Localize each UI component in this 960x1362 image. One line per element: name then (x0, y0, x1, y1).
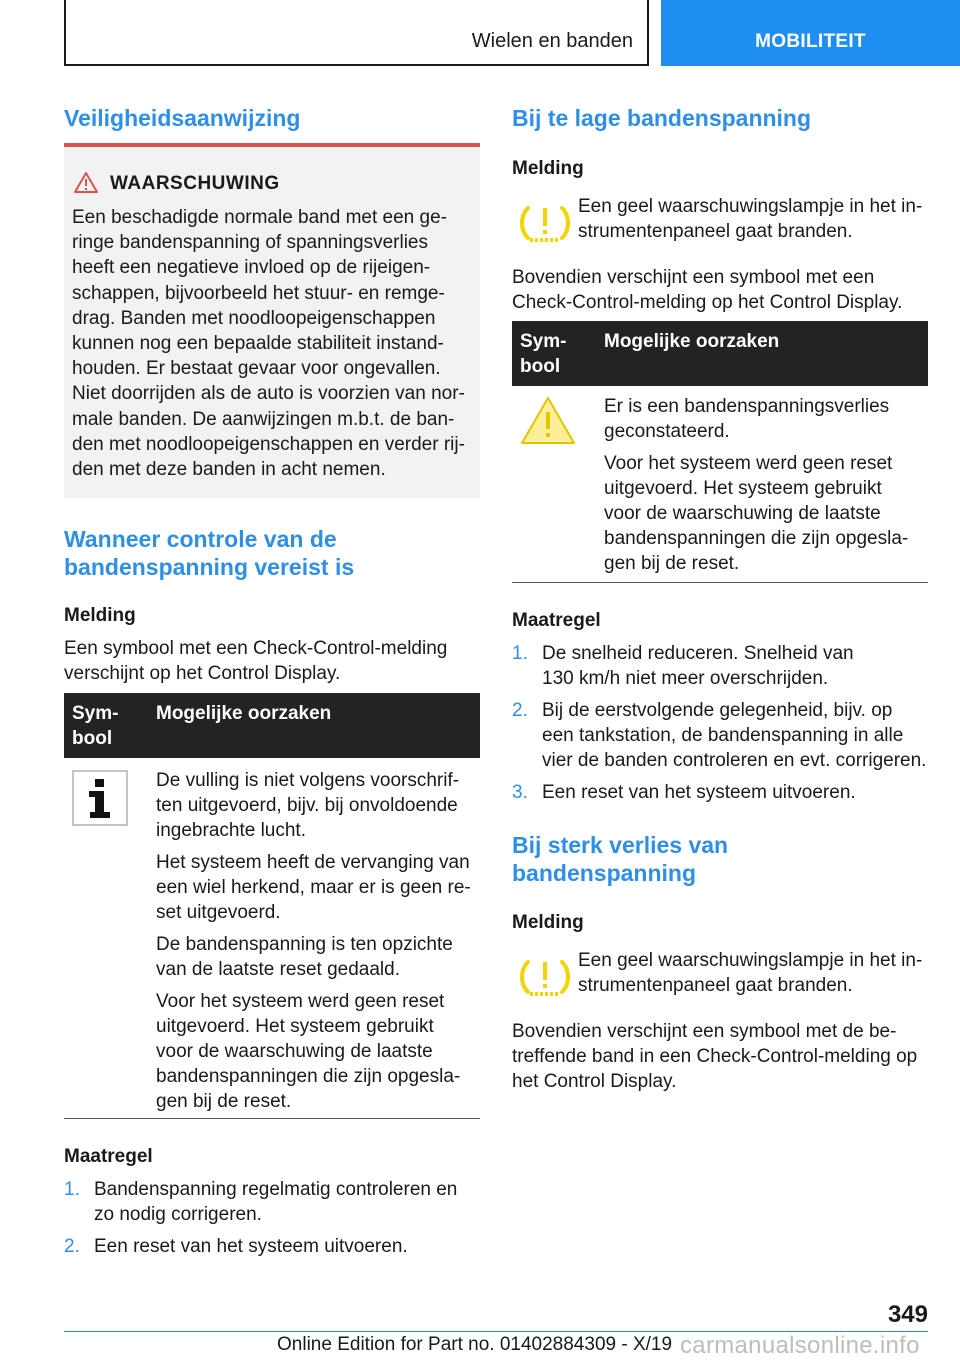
text-line: geconstateerd. (604, 421, 730, 442)
warning-box (64, 143, 480, 498)
cause-text (156, 989, 476, 1114)
text-line: ten uitgevoerd, bijv. bij onvoldoende (156, 795, 458, 816)
warning-line: Een beschadigde normale band met een ge- (72, 207, 447, 228)
header-section-title: Wielen en banden (471, 30, 633, 52)
cause-text (156, 932, 476, 982)
step-number: 3. (512, 782, 528, 803)
subheading-melding: Melding (64, 605, 136, 626)
text-line: 130 km/h niet meer overschrijden. (542, 668, 829, 689)
text-line: Bovendien verschijnt een symbool met de be- (512, 1021, 897, 1042)
text-line: Voor het systeem werd geen reset (604, 453, 893, 474)
warning-line: drag. Banden met noodloopeigenschappen (72, 307, 436, 329)
text-line: Een geel waarschuwingslampje in het in- (578, 950, 923, 971)
text-line: Bij de eerstvolgende gelegenheid, bijv. op (542, 700, 893, 721)
text-line: voor de waarschuwing de laatste (604, 503, 881, 524)
watermark: carmanualsonline.info (680, 1332, 920, 1359)
text-line: Het systeem heeft de vervanging van (156, 852, 470, 873)
text-line: van de laatste reset gedaald. (156, 959, 401, 980)
step-text (94, 1177, 484, 1227)
text-line: De vulling is niet volgens voorschrif- (156, 770, 460, 791)
header-text: bool (72, 728, 113, 749)
warning-line: Niet doorrijden als de auto is voorzien van nor- (72, 383, 465, 405)
warning-line: kunnen nog een bepaalde stabiliteit instand- (72, 333, 444, 355)
warning-line: schappen, bijvoorbeeld het stuur- en remge- (72, 282, 445, 304)
text-line: set uitgevoerd. (156, 902, 281, 923)
warning-title: WAARSCHUWING (110, 173, 280, 194)
text-line: Een symbool met een Check-Control-melding (64, 638, 448, 659)
header-section-box (64, 0, 649, 66)
warning-text (72, 205, 472, 482)
table-header-causes: Mogelijke oorzaken (604, 331, 780, 352)
lamp-text (578, 948, 922, 998)
cause-text (156, 850, 476, 925)
heading-severe-line2: bandenspanning (512, 860, 696, 886)
step-text (542, 780, 932, 805)
page-number: 349 (887, 1301, 928, 1328)
step-number: 2. (512, 700, 528, 721)
text-line: treffende band in een Check-Control-melding op (512, 1046, 918, 1067)
warning-line: den met noodloopeigenschappen en verder rij- (72, 433, 465, 455)
step-number: 1. (512, 643, 528, 664)
step-number: 1. (64, 1179, 80, 1200)
heading-check-line2: bandenspanning vereist is (64, 554, 355, 580)
yellow-warning-triangle-icon (520, 396, 576, 446)
text-line: voor de waarschuwing de laatste (156, 1041, 433, 1062)
text-line: uitgevoerd. Het systeem gebruikt (156, 1016, 434, 1037)
table-header (512, 321, 928, 386)
warning-line: den met deze banden in acht nemen. (72, 459, 386, 481)
subheading-melding: Melding (512, 912, 584, 933)
table-header-symbol (520, 329, 590, 379)
tire-pressure-lamp-icon (516, 200, 574, 246)
warning-line: houden. Er bestaat gevaar voor ongevallen. (72, 358, 441, 380)
warning-triangle-icon (74, 171, 98, 195)
step-text (542, 698, 932, 773)
warning-line: heeft een negatieve invloed op de rijeigen- (72, 257, 431, 279)
text-line: strumentenpaneel gaat branden. (578, 221, 853, 242)
text-line: Een geel waarschuwingslampje in het in- (578, 196, 923, 217)
also-text (512, 265, 902, 315)
lamp-text (578, 194, 922, 244)
text-line: uitgevoerd. Het systeem gebruikt (604, 478, 882, 499)
text-line: Bovendien verschijnt een symbool met een (512, 267, 875, 288)
table-row (512, 386, 928, 583)
table-header-causes: Mogelijke oorzaken (156, 703, 332, 724)
text-line: Voor het systeem werd geen reset (156, 991, 445, 1012)
text-line: ingebrachte lucht. (156, 820, 306, 841)
step-number: 2. (64, 1236, 80, 1257)
text-line: een tankstation, de bandenspanning in alle (542, 725, 904, 746)
info-icon (72, 770, 128, 826)
tire-pressure-lamp-icon (516, 954, 574, 1000)
text-line: bandenspanningen die zijn opgesla- (604, 528, 909, 549)
cause-text (604, 451, 924, 576)
header-chapter-tab[interactable] (661, 0, 960, 66)
heading-check-line1: Wanneer controle van de (64, 526, 337, 552)
text-line: De bandenspanning is ten opzichte (156, 934, 453, 955)
text-line: verschijnt op het Control Display. (64, 663, 341, 684)
footer-edition: Online Edition for Part no. 01402884309 - X/19 (277, 1334, 673, 1355)
text-line: zo nodig corrigeren. (94, 1204, 262, 1225)
causes-table-right (512, 321, 928, 583)
header-chapter-title: MOBILITEIT (755, 31, 866, 52)
header-text: bool (520, 356, 561, 377)
text-line: bandenspanningen die zijn opgesla- (156, 1066, 461, 1087)
step-text (94, 1234, 484, 1259)
warning-line: male banden. De aanwijzingen m.b.t. de ban- (72, 408, 455, 430)
heading-severe-line1: Bij sterk verlies van (512, 832, 729, 858)
subheading-melding: Melding (512, 158, 584, 179)
text-line: vier de banden controleren en evt. corrigeren. (542, 750, 927, 771)
cause-text (604, 394, 924, 444)
melding-text (64, 636, 447, 686)
warning-line: ringe bandenspanning of spanningsverlies (72, 232, 428, 254)
header-text: Sym- (72, 703, 119, 724)
header-text: Sym- (520, 331, 567, 352)
subheading-maatregel: Maatregel (512, 610, 601, 631)
heading-safety: Veiligheidsaanwijzing (64, 105, 301, 131)
text-line: Bandenspanning regelmatig controleren en (94, 1179, 458, 1200)
text-line: een wiel herkend, maar er is geen re- (156, 877, 471, 898)
heading-low-pressure: Bij te lage bandenspanning (512, 105, 812, 131)
text-line: De snelheid reduceren. Snelheid van (542, 643, 854, 664)
subheading-maatregel: Maatregel (64, 1146, 153, 1167)
table-header-symbol (72, 701, 142, 751)
text-line: Een reset van het systeem uitvoeren. (94, 1236, 408, 1257)
step-text (542, 641, 932, 691)
text-line: Check-Control-melding op het Control Display. (512, 292, 903, 313)
text-line: het Control Display. (512, 1071, 677, 1092)
text-line: strumentenpaneel gaat branden. (578, 975, 853, 996)
text-line: Er is een bandenspanningsverlies (604, 396, 890, 417)
cause-text (156, 768, 476, 843)
table-row (64, 758, 480, 1119)
text-line: Een reset van het systeem uitvoeren. (542, 782, 856, 803)
also-text (512, 1019, 917, 1094)
table-header (64, 693, 480, 758)
text-line: gen bij de reset. (156, 1091, 292, 1112)
causes-table-left (64, 693, 480, 1119)
text-line: gen bij de reset. (604, 553, 740, 574)
